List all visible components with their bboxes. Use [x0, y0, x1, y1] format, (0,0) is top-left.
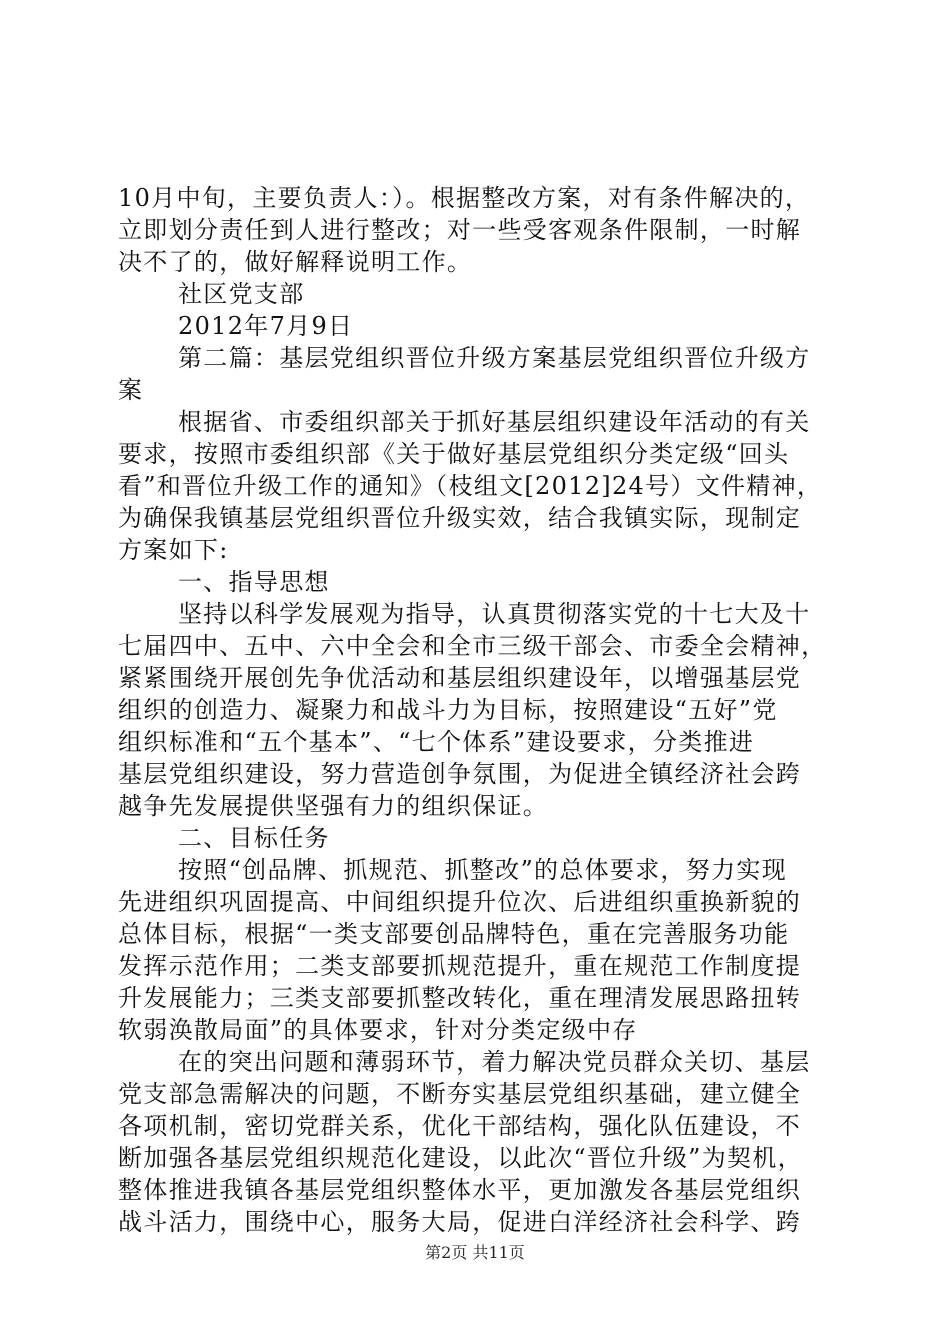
- paragraph-start: 根据省、市委组织部关于抓好基层组织建设年活动的有关: [178, 408, 811, 436]
- section-heading-continued: 案: [118, 376, 144, 404]
- subsection-heading: 二、目标任务: [178, 824, 330, 852]
- text-line: 10月中旬，主要负责人：）。根据整改方案，对有条件解决的，: [118, 184, 811, 212]
- text-line: 组织的创造力、凝聚力和战斗力为目标，按照建设“五好”党: [118, 696, 778, 724]
- text-line: 紧紧围绕开展创先争优活动和基层组织建设年，以增强基层党: [118, 664, 802, 692]
- text-line: 越争先发展提供坚强有力的组织保证。: [118, 792, 549, 820]
- page-number-footer: 第2页 共11页: [425, 1243, 525, 1262]
- subsection-heading: 一、指导思想: [178, 568, 330, 596]
- text-line: 组织标准和“五个基本”、“七个体系”建设要求，分类推进: [118, 728, 755, 756]
- text-line: 断加强各基层党组织规范化建设，以此次“晋位升级”为契机，: [118, 1144, 803, 1172]
- text-line: 为确保我镇基层党组织晋位升级实效，结合我镇实际，现制定: [118, 504, 802, 532]
- text-line: 党支部急需解决的问题，不断夯实基层党组织基础，建立健全: [118, 1080, 802, 1108]
- text-line: 升发展能力；三类支部要抓整改转化，重在理清发展思路扭转: [118, 984, 802, 1012]
- text-line: 七届四中、五中、六中全会和全市三级干部会、市委全会精神，: [118, 632, 827, 660]
- text-line: 立即划分责任到人进行整改；对一些受客观条件限制，一时解: [118, 216, 802, 244]
- text-line: 方案如下:: [118, 536, 229, 564]
- text-line: 先进组织巩固提高、中间组织提升位次、后进组织重换新貌的: [118, 888, 802, 916]
- signature-organization: 社区党支部: [178, 280, 305, 308]
- text-line: 整体推进我镇各基层党组织整体水平，更加激发各基层党组织: [118, 1176, 802, 1204]
- paragraph-start: 按照“创品牌、抓规范、抓整改”的总体要求，努力实现: [178, 856, 788, 884]
- signature-date: 2012年7月9日: [178, 312, 354, 340]
- text-line: 发挥示范作用；二类支部要抓规范提升，重在规范工作制度提: [118, 952, 802, 980]
- text-line: 决不了的，做好解释说明工作。: [118, 248, 473, 276]
- text-line: 总体目标，根据“一类支部要创品牌特色，重在完善服务功能: [118, 920, 790, 948]
- text-line: 基层党组织建设，努力营造创争氛围，为促进全镇经济社会跨: [118, 760, 802, 788]
- text-line: 软弱涣散局面”的具体要求，针对分类定级中存: [118, 1016, 638, 1044]
- section-heading: 第二篇：基层党组织晋位升级方案基层党组织晋位升级方: [178, 344, 811, 372]
- text-line: 战斗活力，围绕中心，服务大局，促进白洋经济社会科学、跨: [118, 1208, 802, 1236]
- paragraph-start: 在的突出问题和薄弱环节，着力解决党员群众关切、基层: [178, 1048, 811, 1076]
- paragraph-start: 坚持以科学发展观为指导，认真贯彻落实党的十七大及十: [178, 600, 811, 628]
- text-line: 要求，按照市委组织部《关于做好基层党组织分类定级“回头: [118, 440, 790, 468]
- text-line: 各项机制，密切党群关系，优化干部结构，强化队伍建设，不: [118, 1112, 802, 1140]
- text-line: 看”和晋位升级工作的通知》（枝组文[2012]24号）文件精神，: [118, 472, 823, 500]
